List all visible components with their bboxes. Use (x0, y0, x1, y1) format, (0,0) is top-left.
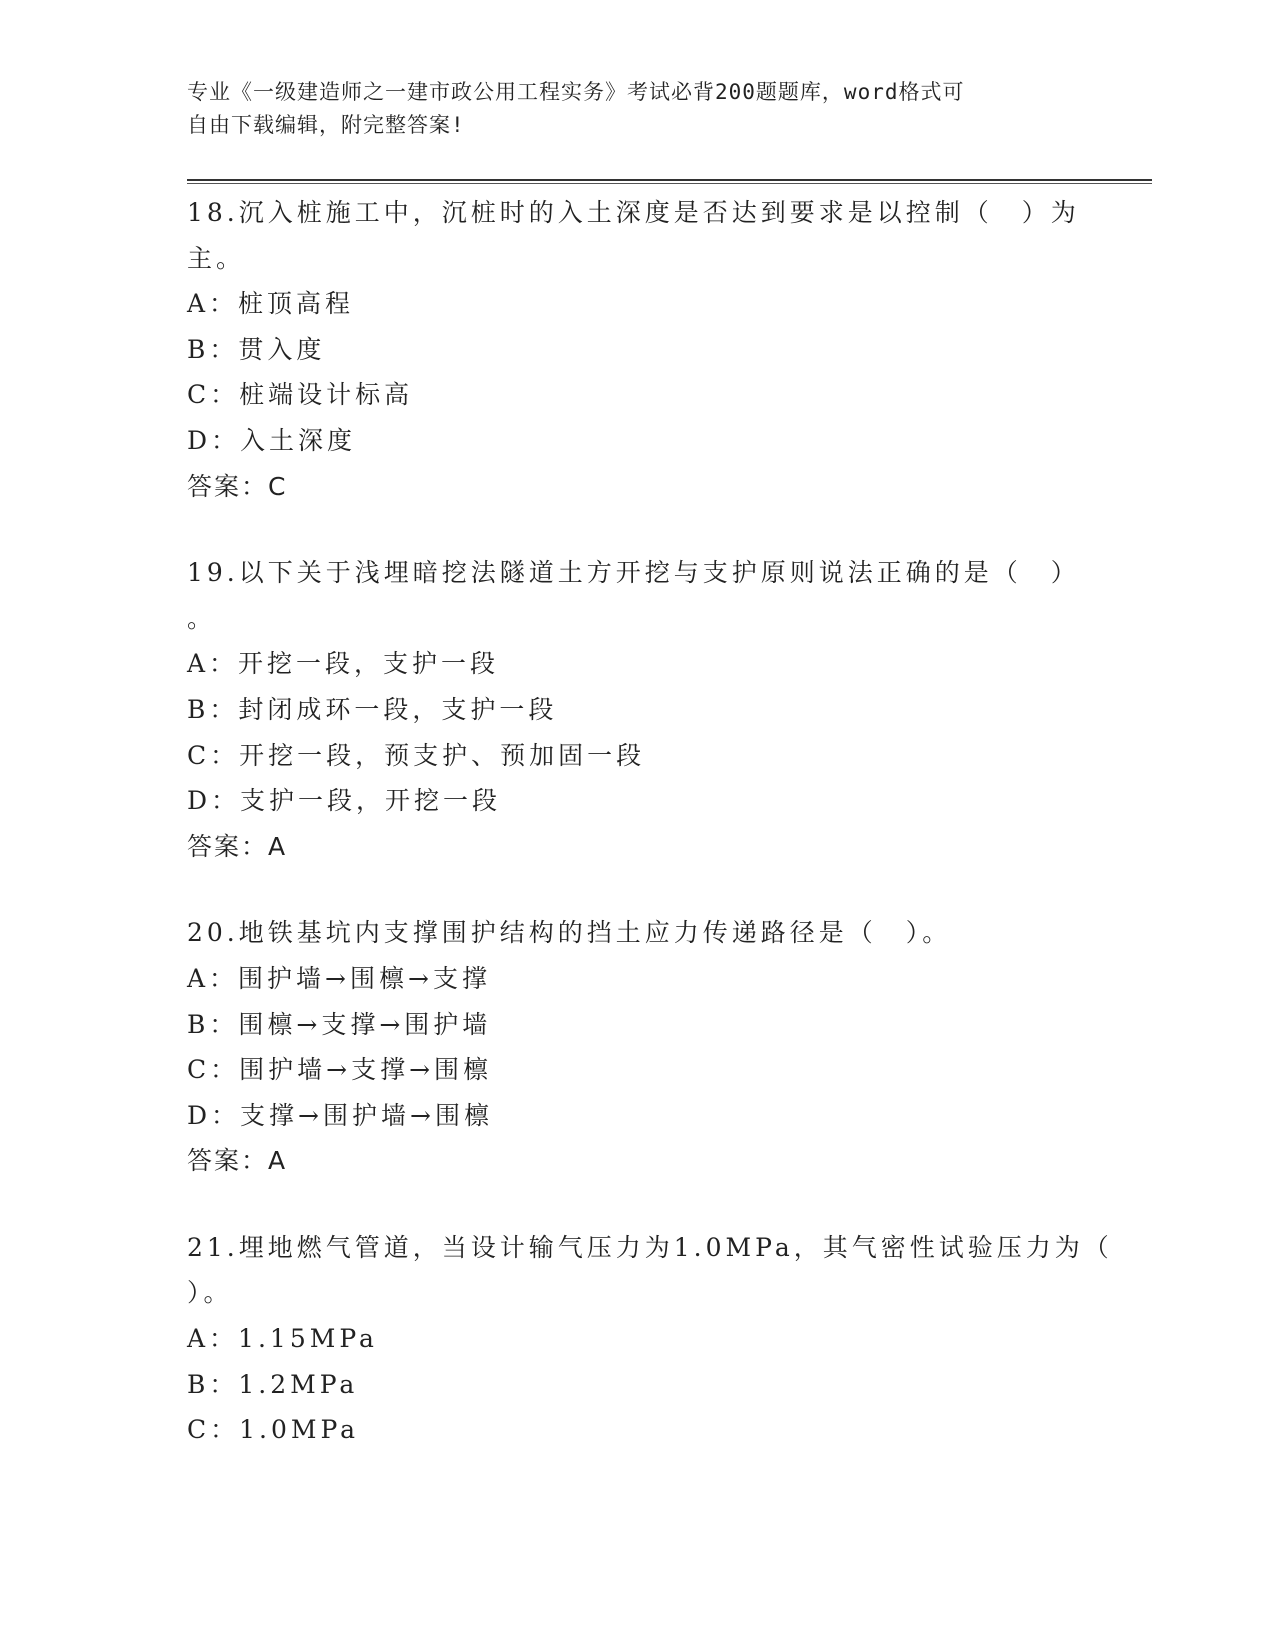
question-stem-line: 20.地铁基坑内支撑围护结构的挡土应力传递路径是（ ）。 (187, 918, 952, 948)
question-stem-line: 18.沉入桩施工中，沉桩时的入土深度是否达到要求是以控制（ ）为 (187, 198, 1080, 227)
option-d: D：支撑→围护墙→围檩 (187, 1100, 493, 1130)
header-divider-thin (187, 183, 1152, 184)
answer-line: 答案：A (187, 1146, 288, 1176)
header-title-line-1: 专业《一级建造师之一建市政公用工程实务》考试必背200题题库，word格式可 (187, 80, 965, 104)
option-a: A：桩顶高程 (187, 289, 355, 319)
question-stem-line: 21.埋地燃气管道，当设计输气压力为1.0MPa，其气密性试验压力为（ (187, 1232, 1113, 1262)
header-divider-thick (187, 179, 1152, 181)
question-21 (187, 1225, 1113, 1453)
option-c: C：1.0MPa (187, 1415, 360, 1445)
option-c: C：围护墙→支撑→围檩 (187, 1055, 493, 1085)
option-b: B：贯入度 (187, 334, 326, 364)
question-19 (187, 550, 1087, 869)
question-stem-line: 。 (187, 603, 217, 633)
question-stem-line: 主。 (187, 243, 246, 273)
question-18 (187, 190, 1087, 509)
answer-line: 答案：C (187, 471, 288, 501)
answer-line: 答案：A (187, 831, 288, 861)
option-c: C：桩端设计标高 (187, 380, 414, 410)
option-b: B：1.2MPa (187, 1369, 359, 1399)
document-header (187, 76, 1087, 142)
option-d: D：入土深度 (187, 425, 357, 455)
question-list (187, 190, 1113, 1494)
option-c: C：开挖一段，预支护、预加固一段 (187, 740, 646, 770)
question-stem-line: 19.以下关于浅埋暗挖法隧道土方开挖与支护原则说法正确的是（ ） (187, 558, 1080, 588)
option-a: A：围护墙→围檩→支撑 (187, 963, 491, 993)
option-a: A：开挖一段，支护一段 (187, 649, 500, 679)
option-a: A：1.15MPa (187, 1324, 378, 1354)
option-b: B：围檩→支撑→围护墙 (187, 1009, 492, 1039)
question-stem-line: ）。 (187, 1278, 233, 1308)
option-d: D：支护一段，开挖一段 (187, 786, 502, 816)
question-20 (187, 910, 1087, 1184)
option-b: B：封闭成环一段，支护一段 (187, 694, 558, 724)
header-title-line-2: 自由下载编辑，附完整答案! (187, 113, 465, 137)
